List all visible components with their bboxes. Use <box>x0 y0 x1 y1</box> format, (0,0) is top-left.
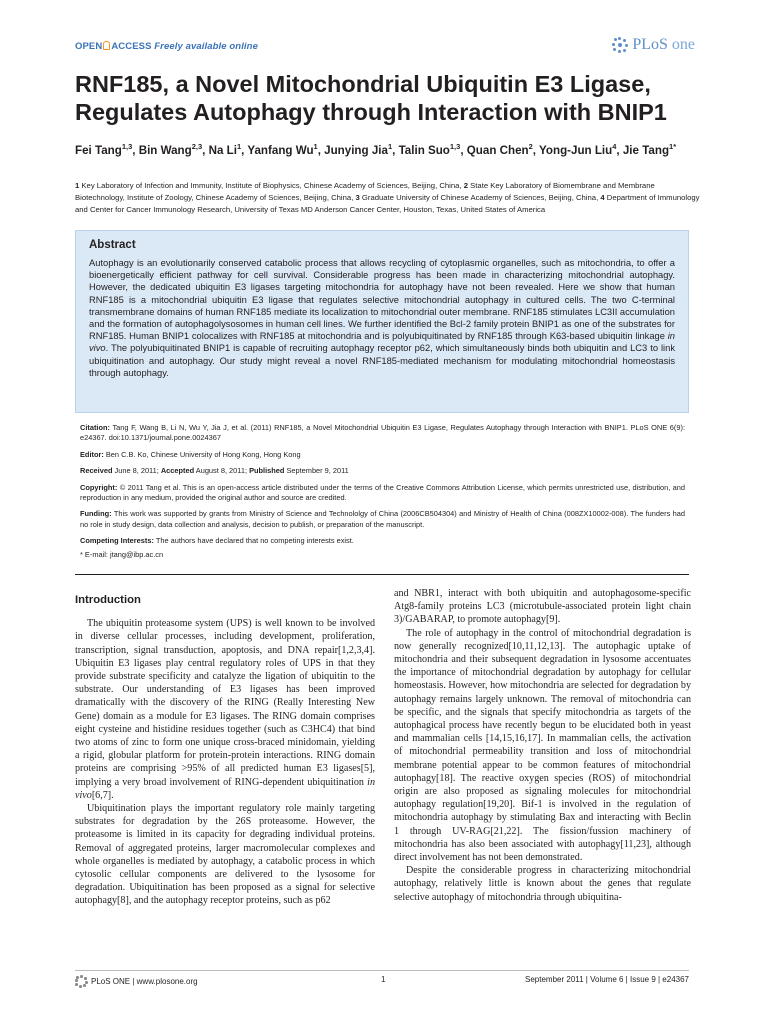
section-divider <box>75 574 689 575</box>
editor: Editor: Ben C.B. Ko, Chinese University of Hong Kong, Hong Kong <box>80 449 301 459</box>
open-access-badge <box>75 41 258 52</box>
plos-one-logo <box>612 36 695 54</box>
footer-issue-info: September 2011 | Volume 6 | Issue 9 | e24367 <box>525 975 689 984</box>
open-label: OPEN <box>75 41 103 52</box>
abstract-heading: Abstract <box>89 239 136 251</box>
access-label: ACCESS <box>111 41 152 52</box>
introduction-heading: Introduction <box>75 594 141 606</box>
body-right-column <box>394 587 691 904</box>
corresponding-email[interactable]: * E-mail: jtang@ibp.ac.cn <box>80 549 164 559</box>
page-number: 1 <box>381 975 386 984</box>
competing-interests: Competing Interests: The authors have declared that no competing interests exist. <box>80 536 354 546</box>
author-list <box>75 138 700 159</box>
article-metadata <box>80 423 685 566</box>
affiliations-text: 1 Key Laboratory of Infection and Immunity, Institute of Biophysics, Chinese Academy of Sciences, Beijing, China, 2 State Key Laboratory of Biomembrane and Membrane Biotechnology, Institute of Zoology, Chinese Academy of Sciences, Beijing, China, 3 Graduate University of Chinese Academy of Sciences, Beijing, China, 4 Department of Immunology and Center for Cancer Immunology Research, University of Texas MD Anderson Cancer Center, Houston, Texas, United States of America <box>75 181 700 214</box>
footer-journal <box>75 975 198 987</box>
plos-wordmark: PLoS <box>632 36 668 53</box>
copyright: Copyright: © 2011 Tang et al. This is an open-access article distributed under the terms of the Creative Commons Attribution License, which permits unrestricted use, distribution, and reproduction in any medium, provided the original author and source are credited. <box>80 482 685 503</box>
dates: Received June 8, 2011; Accepted August 8, 2011; Published September 9, 2011 <box>80 466 349 476</box>
footer-journal-text[interactable]: PLoS ONE | www.plosone.org <box>91 977 198 986</box>
plos-dots-icon <box>612 37 628 53</box>
journal-header <box>75 36 695 60</box>
page-footer <box>75 972 689 992</box>
intro-paragraph-continued: and NBR1, interact with both ubiquitin and autophagosome-specific Atg8-family proteins LC3 (microtubule-associated protein light chain 3)/GABARAP, to promote autophagy[9]. <box>394 588 691 626</box>
intro-paragraph-2: Ubiquitination plays the important regulatory role mainly targeting substrates for degradation by the 26S proteasome. However, the proteasome is limited in its capacity for degrading individual proteins. Removal of aggregated proteins, larger macromolecular complexes and whole organelles is mediated by autophagy, a catabolic process in which cytosolic cellular components are delivered to the lysosome for degradation. Ubiquitination has been proposed as a signal for selective autophagy[8], and the autophagy receptor proteins, such as p62 <box>75 803 375 907</box>
open-lock-icon <box>103 41 110 50</box>
funding: Funding: This work was supported by grants from Ministry of Science and Technololgy of China (2006CB504304) and Ministry of Health of China (008ZX10002-008). The funders had no role in study design, data collection and analysis, decision to publish, or preparation of the manuscript. <box>80 509 685 529</box>
plos-dots-small-icon <box>75 975 87 987</box>
footer-divider <box>75 970 689 971</box>
free-available-label: Freely available online <box>154 41 258 52</box>
intro-paragraph-1: The ubiquitin proteasome system (UPS) is well known to be involved in diverse cellular processes, including development, proliferation, transcription, signal transduction, apoptosis, and DNA repair[1,2,3,4]. Ubiquitin E3 ligases play central regulatory roles of UPS in that they provide substrate specificity and catalyze the ligation of ubiquitin to the substrate. Our understanding of E3 ligases has been improved dramatically with the discovery of the RING (Really Interesting New Gene) domain as a module for E3 ligases. The RING domain comprises eight cysteine and histidine residues together (such as C3HC4) that bind two atoms of zinc to form one unique cross-braced minidomain, yielding a rigid, globular platform for protein-protein interactions. RING domain proteins are comprising >95% of all predicted human E3 ligases[5], implying a very broad involvement of RING-dependent ubiquitination in vivo[6,7]. <box>75 618 375 801</box>
intro-paragraph-4: Despite the considerable progress in characterizing mitochondrial autophagy, relatively little is known about the genes that regulate selective autophagy of mitochondria through ubiquitina- <box>394 865 691 903</box>
citation: Citation: Tang F, Wang B, Li N, Wu Y, Jia J, et al. (2011) RNF185, a Novel Mitochondrial Ubiquitin E3 Ligase, Regulates Autophagy through Interaction with BNIP1. PLoS ONE 6(9): e24367. doi:10.1371/journal.pone.0024367 <box>80 423 685 443</box>
abstract-box <box>75 230 689 413</box>
body-left-column <box>75 594 375 908</box>
article-title: RNF185, a Novel Mitochondrial Ubiquitin E3 Ligase, Regulates Autophagy through Interaction with BNIP1 <box>75 71 667 125</box>
one-wordmark: one <box>671 36 695 53</box>
authors-text: Fei Tang$^{1,3}$, Bin Wang$^{2,3}$, Na Li$^1$, Yanfang Wu$^1$, Junying Jia$^1$, Talin Suo$^{1,3}$, Quan Chen$^2$, Yong-Jun Liu$^4$, Jie Tang$^{1*}$ <box>75 142 677 157</box>
abstract-text: Autophagy is an evolutionarily conserved catabolic process that allows recycling of cytoplasmic organelles, such as mitochondria, to offer a bioenergetically efficient pathway for cell survival. Considerable progress has been made in characterizing mitochondrial autophagy. However, the dedicated ubiquitin E3 ligases targeting mitochondria for autophagy have not been revealed. Here we show that human RNF185 is a mitochondrial ubiquitin E3 ligase that regulates selective mitochondrial autophagy in cultured cells. The two C-terminal transmembrane domains of human RNF185 mediate its localization to mitochondrial outer membrane. RNF185 stimulates LC3II accumulation and the formation of autophagolysosomes in human cell lines. We further identified the Bcl-2 family protein BNIP1 as one of the substrates for RNF185. Human BNIP1 colocalizes with RNF185 at mitochondria and is polyubiquitinated by RNF185 through K63-based ubiquitin linkage in vivo. The polyubiquitinated BNIP1 is capable of recruiting autophagy receptor p62, which simultaneously binds both ubiquitin and LC3 to link ubiquitination and autophagy. Our study might reveal a novel RNF185-mediated mechanism for modulating mitochondrial homeostasis through autophagy. <box>89 258 675 378</box>
intro-paragraph-3: The role of autophagy in the control of mitochondrial degradation is now generally recognized[10,11,12,13]. The autophagic uptake of mitochondria and their subsequent degradation in lysosome accentuates the importance of mitochondrial degradation by autophagy for cellular homeostasis. However, how mitochondria are selected for degradation by autophagy remains largely unknown. The removal of mitochondria can be specific, and the signals that specify mitochondria as targets of the autophagical process have recently begun to be elucidated both in yeast and mammalian cells [14,15,16,17]. In mammalian cells, the activation of mitochondrial permeability transition and loss of mitochondrial membrane potential appear to be common features of mitochondrial autophagy[18]. The reactive oxygen species (ROS) of mitochondrial origin are also proposed as signaling molecules for mitochondrial autophagy regulation[19,20]. Bif-1 is involved in the regulation of mitochondria autophagy by stimulating Bax and interacting with Beclin 1 through UV-RAG[21,22]. The fission/fussion machinery of mitochondria has also been associated with autophagy[11,23], although direct involvement has not been demonstrated. <box>394 627 691 864</box>
affiliations <box>75 180 700 216</box>
